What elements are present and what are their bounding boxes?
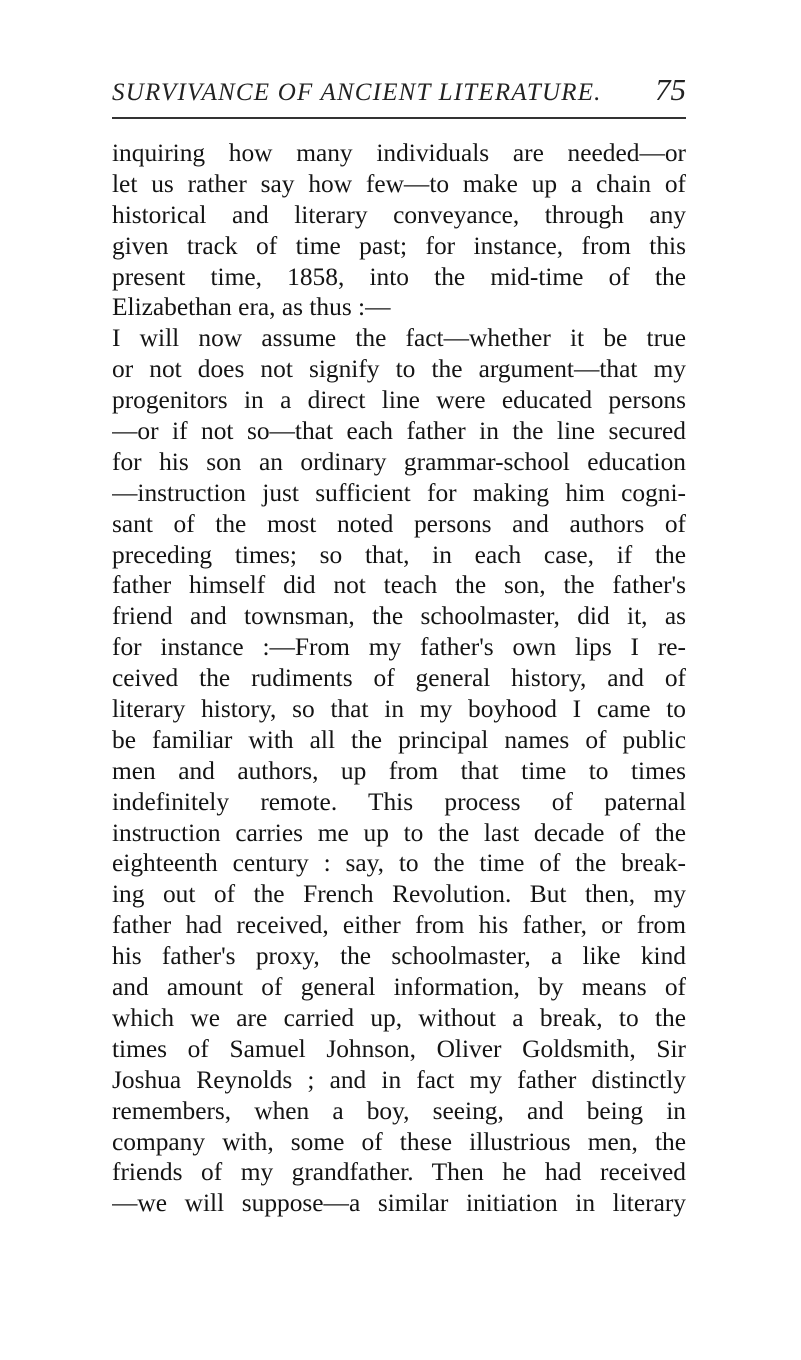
header-rule [112, 117, 686, 119]
text-line: let us rather say how few—to make up a chain of [112, 169, 686, 198]
text-line: ing out of the French Revolution. But then, my [112, 880, 686, 909]
text-line: Elizabethan era, as thus :— [112, 293, 391, 322]
text-line: for his son an ordinary grammar-school education [112, 447, 686, 476]
text-line: historical and literary conveyance, through any [112, 200, 686, 229]
text-line: friends of my grandfather. Then he had received [112, 1158, 686, 1187]
text-line: friend and townsman, the schoolmaster, did it, as [112, 602, 686, 631]
text-line: times of Samuel Johnson, Oliver Goldsmith, Sir [112, 1034, 686, 1063]
text-line: preceding times; so that, in each case, if the [112, 540, 686, 569]
text-line: indefinitely remote. This process of paternal [112, 787, 686, 816]
text-line: present time, 1858, into the mid-time of the [112, 262, 686, 291]
text-line: father had received, either from his father, or from [112, 911, 686, 940]
text-line: instruction carries me up to the last decade of the [112, 818, 686, 847]
text-line: and amount of general information, by means of [112, 973, 686, 1002]
running-title: SURVIVANCE OF ANCIENT LITERATURE. [112, 79, 602, 106]
text-line: eighteenth century : say, to the time of the break- [112, 849, 686, 878]
text-line: which we are carried up, without a break, to the [112, 1003, 686, 1032]
text-line: —or if not so—that each father in the line secured [112, 417, 686, 446]
text-line: sant of the most noted persons and authors of [112, 509, 686, 538]
text-line: company with, some of these illustrious men, the [112, 1127, 686, 1156]
page-number: 75 [655, 72, 686, 107]
text-line: his father's proxy, the schoolmaster, a like kind [112, 942, 686, 971]
text-line: literary history, so that in my boyhood I came to [112, 695, 686, 724]
text-line: Joshua Reynolds ; and in fact my father distinctly [112, 1065, 686, 1094]
text-line: for instance :—From my father's own lips I re- [112, 633, 686, 662]
text-line: —instruction just sufficient for making him cogni- [112, 478, 686, 507]
text-line: inquiring how many individuals are needed—or [112, 139, 686, 167]
text-line: ceived the rudiments of general history, and of [112, 664, 686, 693]
text-line: be familiar with all the principal names of public [112, 725, 686, 754]
text-line: —we will suppose—a similar initiation in literary [112, 1189, 686, 1218]
text-line: father himself did not teach the son, the father's [112, 571, 686, 600]
text-line: given track of time past; for instance, from this [112, 231, 686, 260]
text-line: or not does not signify to the argument—that my [112, 355, 686, 384]
text-line: remembers, when a boy, seeing, and being in [112, 1096, 686, 1125]
text-line: progenitors in a direct line were educated persons [112, 386, 686, 415]
text-line: I will now assume the fact—whether it be true [112, 324, 686, 353]
running-head [112, 72, 686, 112]
body-text [112, 138, 686, 1219]
text-line: men and authors, up from that time to times [112, 756, 686, 785]
